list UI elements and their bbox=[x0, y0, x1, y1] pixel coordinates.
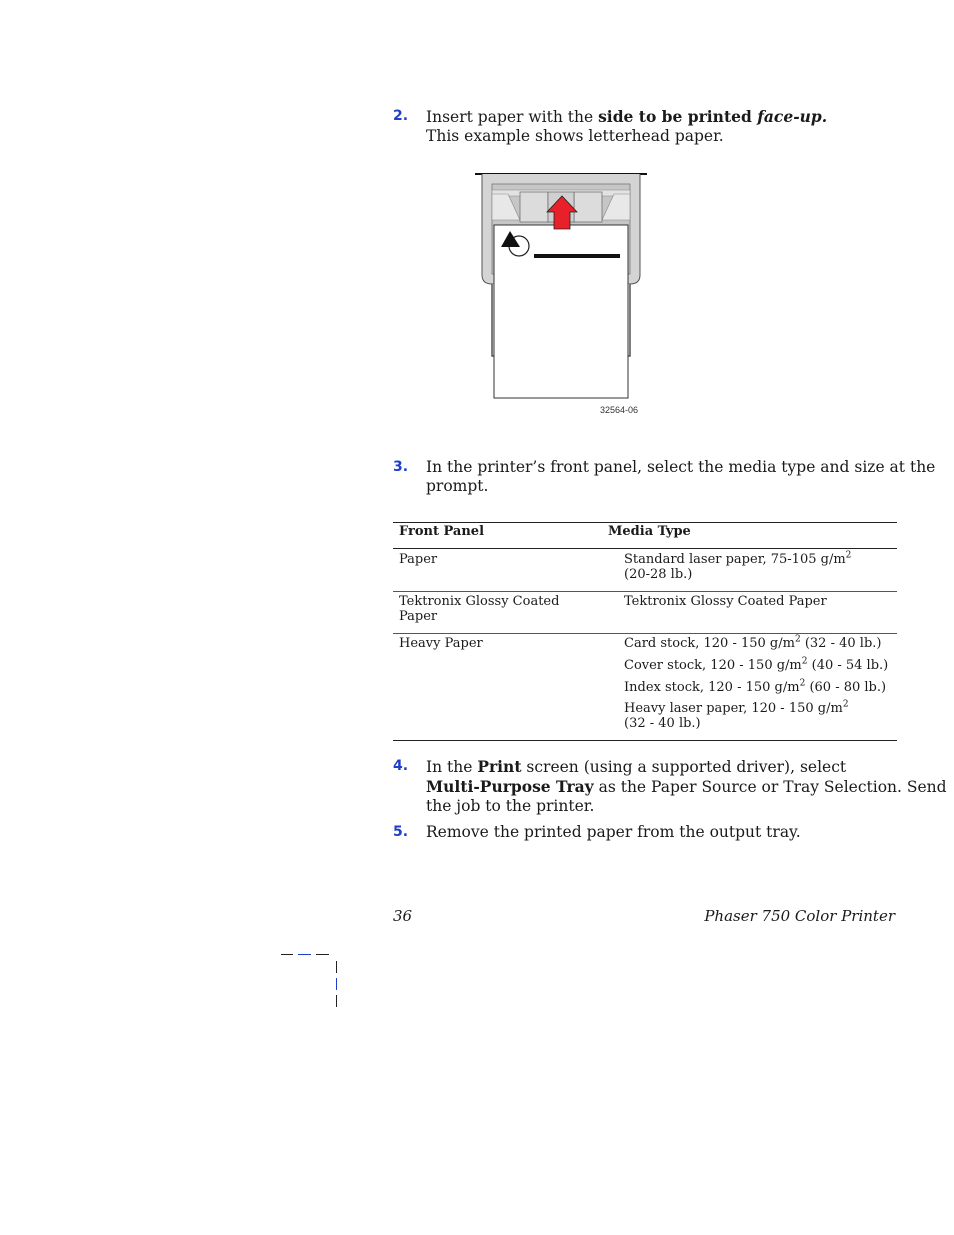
table-cell-panel: Tektronix Glossy Coated Paper bbox=[399, 594, 560, 624]
table-header-media-type: Media Type bbox=[608, 524, 691, 539]
margin-mark bbox=[336, 961, 337, 973]
table-cell-panel: Paper bbox=[399, 552, 438, 567]
step-2-pre: Insert paper with the bbox=[426, 108, 599, 126]
table-cell-media: Standard laser paper, 75-105 $g/m^2$ (20-28 lb.) bbox=[624, 550, 852, 582]
step-2-bold: side to be printed bbox=[598, 107, 758, 126]
table-cell-media: Tektronix Glossy Coated Paper bbox=[624, 594, 827, 609]
table-bottom-rule bbox=[393, 740, 897, 741]
table-cell-media: Card stock, 120 - 150 $g/m^2$ (32 - 40 lb.) bbox=[624, 634, 882, 651]
step-3-line2: prompt. bbox=[426, 477, 489, 495]
step-number: 4. bbox=[393, 758, 409, 774]
figure-caption: 32564-06 bbox=[600, 405, 639, 415]
table-header-front-panel: Front Panel bbox=[399, 524, 485, 539]
table-header-rule bbox=[393, 548, 897, 549]
product-name: Phaser 750 Color Printer bbox=[704, 907, 895, 925]
step-number: 2. bbox=[393, 108, 409, 124]
page-number: 36 bbox=[393, 907, 413, 925]
table-top-rule bbox=[393, 522, 897, 523]
margin-mark bbox=[316, 954, 329, 955]
step-3-text bbox=[426, 458, 935, 496]
margin-mark bbox=[336, 978, 337, 990]
step-number: 3. bbox=[393, 459, 409, 475]
margin-mark bbox=[336, 995, 337, 1007]
step-number: 5. bbox=[393, 824, 409, 840]
letterhead-bar bbox=[534, 254, 620, 258]
table-cell-media: Heavy laser paper, 120 - 150 $g/m^2$ (32 - 40 lb.) bbox=[624, 699, 849, 731]
margin-mark bbox=[298, 954, 311, 955]
table-cell-panel: Heavy Paper bbox=[399, 636, 483, 651]
table-row-rule bbox=[393, 591, 897, 592]
step-2-bold-italic: face-up. bbox=[757, 107, 828, 126]
table-row-rule bbox=[393, 633, 897, 634]
table-cell-media: Cover stock, 120 - 150 $g/m^2$ (40 - 54 lb.) bbox=[624, 656, 889, 673]
margin-mark bbox=[281, 954, 293, 955]
tray-paper-illustration bbox=[470, 170, 660, 405]
step-2-text bbox=[426, 107, 827, 146]
step-2-line2: This example shows letterhead paper. bbox=[426, 127, 724, 145]
table-cell-media: Index stock, 120 - 150 $g/m^2$ (60 - 80 lb.) bbox=[624, 678, 887, 695]
step-5-text: Remove the printed paper from the output tray. bbox=[426, 823, 801, 841]
step-4-text: In the Print screen (using a supported driver), select Multi-Purpose Tray as the Paper Source or Tray Selection. Send the job to the printer. bbox=[426, 757, 947, 815]
step-3-line1: In the printer’s front panel, select the media type and size at the bbox=[426, 458, 936, 476]
